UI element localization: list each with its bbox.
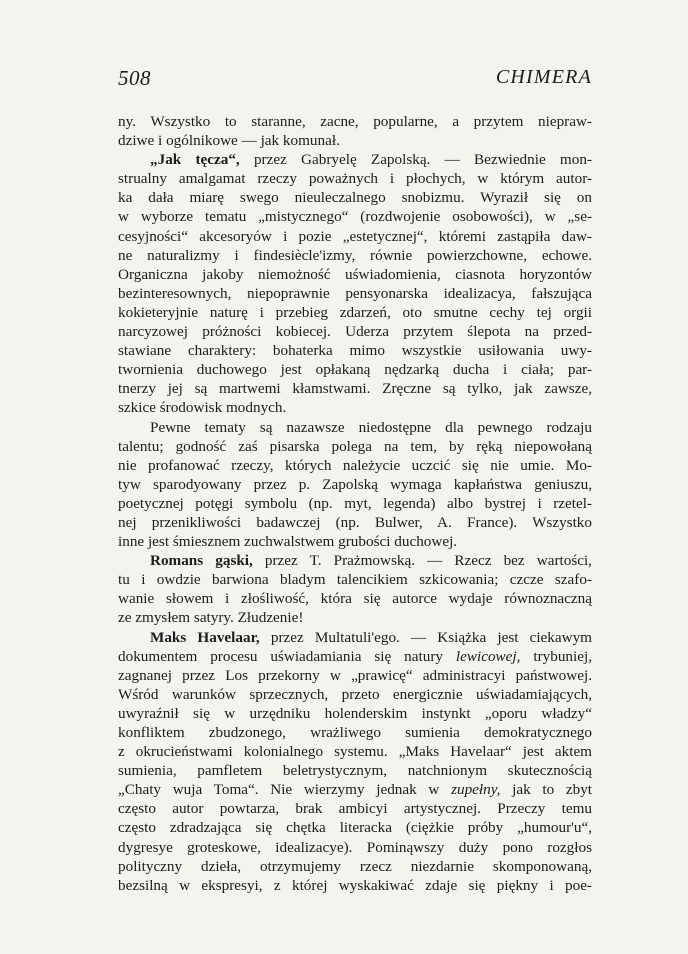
running-head: CHIMERA bbox=[495, 66, 592, 88]
text-line: poetycznej potęgi symbolu (np. myt, legenda) albo bystrej i rzetel- bbox=[118, 494, 592, 512]
paragraph-maks-havelaar bbox=[118, 628, 592, 895]
page-body bbox=[118, 112, 592, 895]
text-line: nej przenikliwości badawczej (np. Bulwer, A. France). Wszystko bbox=[118, 513, 592, 531]
text-line bbox=[118, 551, 592, 570]
text-line bbox=[118, 628, 592, 647]
review-title: Romans gąski, bbox=[150, 552, 253, 570]
text-line: narcyzowej próżności kobiecej. Uderza przytem ślepota na przed- bbox=[118, 323, 592, 341]
text-line: twornienia duchowego jest opłakaną nędzarką ducha i ciała; par- bbox=[118, 361, 592, 379]
text-fragment: jak to zbyt bbox=[500, 781, 593, 799]
text-line: talentu; godność zaś pisarska polega na tem, by ręką niepowołaną bbox=[118, 437, 592, 455]
text-line: cesyjności“ akcesoryów i pozie „estetycznej“, któremi zastąpiła daw- bbox=[118, 227, 592, 245]
text-line bbox=[118, 647, 592, 666]
paragraph-romans-gaski bbox=[118, 551, 592, 627]
text-line: nie profanować rzeczy, których należycie uczcić się nie umie. Mo- bbox=[118, 456, 592, 474]
text-line: Wśród warunków sprzecznych, przeto energicznie uświadamiających, bbox=[118, 685, 592, 703]
text-line: bezinteresownych, niepoprawnie pensyonarska idealizacya, fałszująca bbox=[118, 284, 592, 302]
text-line: szkice środowisk modnych. bbox=[118, 399, 287, 417]
text-fragment: przez Gabryelę Zapolską. — Bezwiednie mon- bbox=[239, 151, 592, 169]
text-line: wanie słowem i złośliwość, która się autorce wydaje równoznaczną bbox=[118, 590, 592, 608]
text-line: inne jest śmiesznem zuchwalstwem grubości duchowej. bbox=[118, 533, 458, 551]
page-number: 508 bbox=[118, 66, 151, 90]
text-line: Organiczna jakoby niemożność uświadomienia, ciasnota horyzontów bbox=[118, 265, 592, 283]
paragraph-pewne-tematy bbox=[118, 418, 592, 552]
text-fragment: przez T. Prażmowską. — Rzecz bez wartości, bbox=[252, 552, 592, 570]
text-line: w wyborze tematu „mistycznego“ (rozdwojenie osobowości), w „se- bbox=[118, 208, 592, 226]
text-line: często zdradzająca się chętka literacka (ciężkie próby „humour'u“, bbox=[118, 819, 592, 837]
text-line: kokieteryjnie naturę i przebieg zdarzeń, oto smutne cechy tej orgii bbox=[118, 303, 592, 321]
review-title: „Jak tęcza“, bbox=[150, 151, 240, 169]
text-line: konfliktem zbudzonego, wrażliwego sumienia demokratycznego bbox=[118, 724, 592, 741]
page-header bbox=[118, 66, 592, 90]
text-line: bezsilną w ekspresyi, z której wyskakiwać zdaje się piękny i poe- bbox=[118, 876, 592, 894]
text-line: ne naturalizmy i findesiècle'izmy, równie powierzchowne, echowe. bbox=[118, 246, 592, 264]
text-line: uwyraźnił się w urzędniku holenderskim instynkt „oporu władzy“ bbox=[118, 704, 592, 722]
text-line: zagnanej przez Los przekorny w „prawicę“ administracyi państwowej. bbox=[118, 666, 592, 684]
text-fragment: przez Multatuli'ego. — Książka jest ciekawym bbox=[259, 628, 592, 646]
text-fragment: trybuniej, bbox=[520, 647, 592, 665]
text-line: sumienia, pamfletem beletrystycznym, natchnionym skutecznością bbox=[118, 762, 592, 780]
text-line: ny. Wszystko to staranne, zacne, popularne, a przytem niepraw- bbox=[118, 113, 592, 130]
text-line bbox=[118, 150, 592, 169]
italic-word: lewicowej, bbox=[455, 647, 521, 665]
review-title: Maks Havelaar, bbox=[150, 628, 260, 646]
text-line: dziwe i ogólnikowe — jak komunał. bbox=[118, 132, 340, 150]
text-line bbox=[118, 780, 592, 799]
paragraph-1 bbox=[118, 112, 592, 150]
italic-word: zupełny, bbox=[451, 781, 501, 799]
text-line: stawiane charaktery: bohaterka mimo wszystkie usiłowania uwy- bbox=[118, 342, 592, 360]
text-line: tyw sparodyowany przez p. Zapolską wymaga kapłaństwa geniuszu, bbox=[118, 475, 592, 493]
paragraph-jak-tecza bbox=[118, 150, 592, 417]
text-line: polityczny dzieła, otrzymujemy rzecz niezdarnie skomponowaną, bbox=[118, 857, 592, 875]
text-line: Pewne tematy są nazawsze niedostępne dla pewnego rodzaju bbox=[150, 418, 592, 436]
text-line: dygresye groteskowe, idealizacye). Pominąwszy duży pono rozgłos bbox=[118, 838, 592, 856]
text-fragment: „Chaty wuja Toma“. Nie wierzymy jednak w bbox=[118, 781, 452, 799]
text-line: tnerzy jej są martwemi kłamstwami. Zręczne są tylko, jak zawsze, bbox=[118, 380, 592, 398]
text-line: z okrucieństwami kolonialnego systemu. „Maks Havelaar“ jest aktem bbox=[118, 743, 592, 761]
text-fragment: dokumentem procesu uświadamiania się natury bbox=[118, 647, 456, 665]
text-line: ka dała miarę swego nieuleczalnego snobizmu. Wyraził się on bbox=[118, 189, 592, 207]
text-line: tu i owdzie barwiona bladym talencikiem szkicowania; czcze szafo- bbox=[118, 571, 592, 589]
text-line: ze zmysłem satyry. Złudzenie! bbox=[118, 609, 304, 627]
text-line: strualny amalgamat rzeczy poważnych i płochych, w którym autor- bbox=[118, 170, 592, 188]
text-line: często autor powtarza, brak ambicyi artystycznej. Przeczy temu bbox=[118, 800, 592, 818]
